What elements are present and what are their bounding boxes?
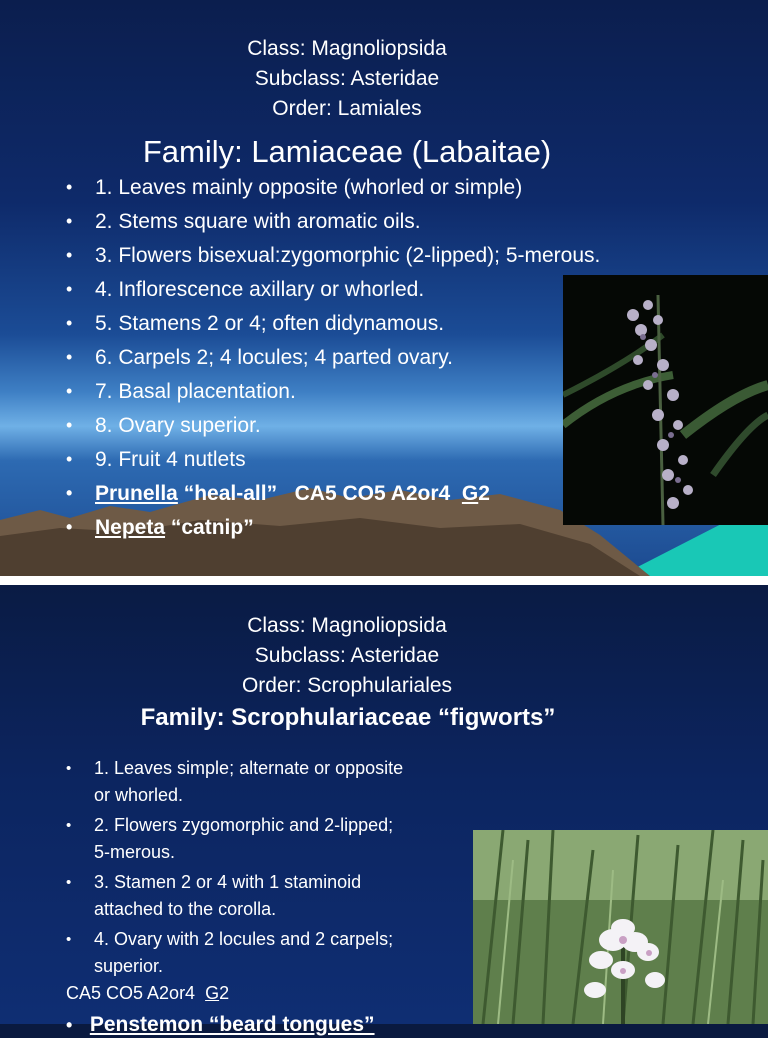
list-item: • 1. Leaves simple; alternate or opposite or whorled. [66,755,406,809]
list-item: • 5. Stamens 2 or 4; often didynamous. [66,310,636,337]
list-item: • 3. Stamen 2 or 4 with 1 staminoid attached to the corolla. [66,869,406,923]
list-item: • 9. Fruit 4 nutlets [66,446,636,473]
list-item: • 2. Stems square with aromatic oils. [66,208,636,235]
list-item: • 4. Ovary with 2 locules and 2 carpels; superior. [66,926,406,980]
common-name: “heal-all” [183,482,278,505]
genus-name: Nepeta [95,516,166,539]
gynoecium-count: 2 [219,983,230,1003]
plant-photo-illustration [563,275,768,525]
list-item: • 6. Carpels 2; 4 locules; 4 parted ovary. [66,344,636,371]
genus-name: Penstemon “beard tongues” [89,1013,375,1036]
list-item: • 4. Inflorescence axillary or whorled. [66,276,636,303]
character-list [66,174,636,548]
family-title: Family: Lamiaceae (Labaitae) [142,134,552,169]
prunella-photo [563,275,768,525]
order-label: Order: Scrophulariales [241,674,453,697]
figwort-photo [473,830,768,1024]
genus-penstemon-item: • Penstemon “beard tongues” [66,1013,375,1036]
list-item: • 7. Basal placentation. [66,378,636,405]
family-title: Family: Scrophulariaceae “figworts” [140,704,556,731]
common-name: “catnip” [170,516,254,539]
list-item: • 8. Ovary superior. [66,412,636,439]
subclass-label: Subclass: Asteridae [254,644,440,667]
gynoecium-symbol: G [461,482,479,505]
plant-photo-illustration [473,830,768,1024]
genus-name: Prunella [95,482,178,505]
class-label: Class: Magnoliopsida [247,37,447,60]
gynoecium-count: 2 [478,482,490,505]
slide-separator [0,576,768,585]
list-item: • 1. Leaves mainly opposite (whorled or simple) [66,174,636,201]
character-list [66,755,406,983]
genus-nepeta-item [66,514,636,541]
floral-formula: CA5 CO5 A2or4 [66,983,196,1003]
list-item: • 2. Flowers zygomorphic and 2-lipped; 5-merous. [66,812,406,866]
gynoecium-symbol: G [205,983,220,1003]
order-label: Order: Lamiales [272,97,422,120]
list-item: • 3. Flowers bisexual:zygomorphic (2-lipped); 5-merous. [66,242,636,269]
floral-formula: CA5 CO5 A2or4 [294,482,451,505]
subclass-label: Subclass: Asteridae [254,67,440,90]
floral-formula-line [66,980,229,1006]
class-label: Class: Magnoliopsida [247,614,447,637]
genus-prunella-item [66,480,636,507]
